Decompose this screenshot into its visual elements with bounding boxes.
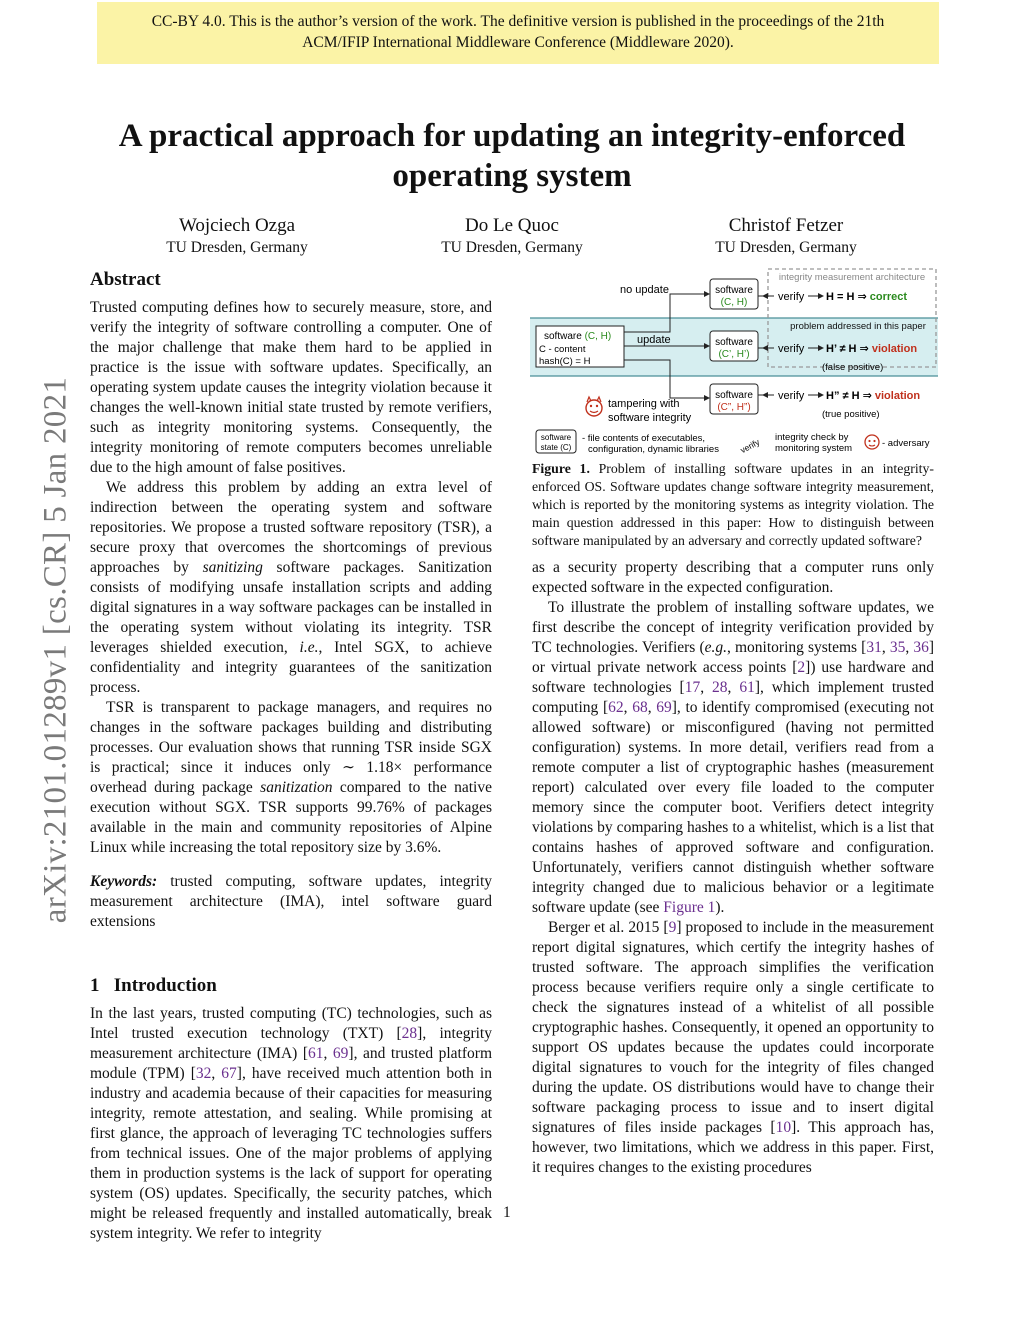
right-column: [532, 460, 934, 1178]
text: (C, H): [584, 331, 612, 342]
author-affiliation: TU Dresden, Germany: [441, 239, 583, 256]
figure-1-diagram: [530, 266, 944, 456]
citation-link[interactable]: 32: [195, 1065, 212, 1082]
legend-check-2: monitoring system: [775, 443, 853, 454]
text: ,: [881, 639, 890, 656]
adversary-icon: [586, 397, 602, 416]
emphasis: sanitizing: [202, 559, 263, 576]
citation-link[interactable]: 61: [308, 1045, 324, 1062]
intro-paragraph-1: [90, 1004, 492, 1244]
emphasis: e.g.: [704, 639, 727, 656]
title-line-2: operating system: [392, 158, 632, 194]
author-3: [636, 214, 936, 258]
author-1: [87, 214, 387, 258]
box2-top: software: [715, 337, 753, 348]
abstract-paragraph-2: [90, 478, 492, 698]
text: H’ ≠ H ⇒: [826, 343, 872, 355]
banner-line-1: CC-BY 4.0. This is the author’s version of the work. The definitive version is published in the proceedings of the 21th: [151, 13, 885, 30]
text: software packages. Sanitization consists of modifying unsafe installation scripts and adding digital signatures in a way software packages can be installed in the operating system without violating its integrity. TSR leverages shielded execution,: [90, 559, 492, 656]
text: ]) use hardware and software technologies [: [532, 659, 934, 696]
emphasis: i.e.: [299, 639, 319, 656]
title-line-1: A practical approach for updating an integrity-enforced: [118, 118, 906, 154]
state-line-3: hash(C) = H: [539, 356, 591, 367]
arrowhead: [818, 392, 824, 398]
citation-link[interactable]: 69: [656, 699, 672, 716]
verify-label: verify: [778, 343, 805, 355]
text: ,: [623, 699, 633, 716]
legend-state-2: state (C): [540, 443, 572, 452]
legend-state-1: software: [540, 433, 572, 442]
legend-files-2: configuration, dynamic libraries: [588, 444, 719, 455]
citation-link[interactable]: 17: [684, 679, 701, 696]
citation-link[interactable]: 2: [797, 659, 806, 676]
arrowhead: [762, 392, 768, 398]
citation-link[interactable]: 28: [401, 1025, 418, 1042]
right-paragraph-3: [532, 918, 934, 1178]
citation-link[interactable]: 10: [775, 1119, 792, 1136]
verify-label: verify: [778, 291, 805, 303]
text: ], which implement trusted computing [: [532, 679, 935, 716]
citation-link[interactable]: 9: [668, 919, 677, 936]
right-paragraph-1: as a security property describing that a computer runs only expected software in the expected configuration.: [532, 559, 934, 596]
keywords-label: Keywords:: [90, 873, 158, 890]
citation-link[interactable]: 31: [866, 639, 882, 656]
text: We address this problem by adding an extra level of indirection between the operating system and software repositories. We propose a trusted software repository (TSR), a secure proxy that overcomes the shortcomings of previous approaches by: [90, 479, 492, 576]
banner-line-2: ACM/IFIP International Middleware Conference (Middleware 2020).: [302, 34, 734, 51]
citation-link[interactable]: 28: [712, 679, 728, 696]
legend-verify: verify: [738, 436, 762, 456]
text: software: [544, 331, 585, 342]
citation-link[interactable]: 35: [889, 639, 906, 656]
license-banner: [97, 2, 939, 64]
caption-text: Problem of installing software updates in an integrity-enforced OS. Software updates change software integrity measurement, which is reported by the monitoring systems as integrity violation. The main question addressed in this paper: How to distinguish between software manipulated by an adversary and correctly updated software?: [532, 461, 934, 548]
text: ,: [323, 1045, 333, 1062]
text: Berger et al. 2015 [: [548, 919, 669, 936]
text: compared to the native execution without SGX. TSR supports 99.76% of packages available in the main and community repositories of Alpine Linux while increasing the total repository size by 3.6%.: [90, 779, 492, 856]
result-false-positive: [826, 343, 917, 355]
abstract-paragraph-3: [90, 698, 492, 858]
author-name: Wojciech Ozga: [178, 215, 296, 236]
false-positive-label: (false positive): [822, 362, 884, 373]
author-affiliation: TU Dresden, Germany: [166, 239, 308, 256]
abstract-heading: Abstract: [90, 269, 161, 290]
result-correct: [826, 291, 907, 303]
text: ,: [905, 639, 914, 656]
no-update-label: no update: [620, 284, 669, 296]
section-number: 1: [90, 975, 100, 996]
arrowhead: [818, 293, 824, 299]
author-affiliation: TU Dresden, Germany: [715, 239, 857, 256]
author-2: [362, 214, 662, 258]
keywords-text: trusted computing, software updates, integrity measurement architecture (IMA), intel software guard extensions: [90, 873, 492, 930]
author-name: Do Le Quoc: [465, 215, 559, 236]
true-positive-label: (true positive): [822, 409, 880, 420]
text: ], to identify compromised (executing not allowed software) or misconfigured (having not permitted configuration) systems. In more detail, verifiers read from a remote computer a list of cryptographic hashes (measurement report) calculated over every file loaded to the computer memory since the computer boot. Verifiers detect integrity violations by comparing hashes to a whitelist, which is a list that contains hashes of approved software and configuration. Unfortunately, verifiers cannot distinguish whether software integrity changed due to malicious behavior or a legitimate software update (see: [532, 699, 934, 916]
text: ,: [211, 1065, 222, 1082]
left-column: [90, 268, 492, 1244]
text: violation: [871, 343, 918, 355]
text: H = H ⇒: [826, 291, 870, 303]
paper-title: [60, 116, 964, 196]
text: ).: [715, 899, 725, 916]
legend-files-1: - file contents of executables,: [582, 433, 706, 444]
citation-link[interactable]: 36: [913, 639, 929, 656]
box1-bottom: (C, H): [720, 297, 748, 308]
box1-top: software: [715, 285, 753, 296]
ima-label: integrity measurement architecture: [778, 272, 926, 283]
author-name: Christof Fetzer: [728, 215, 844, 236]
legend-check-1: integrity check by: [775, 432, 849, 443]
citation-link[interactable]: 62: [608, 699, 624, 716]
text: , monitoring systems [: [727, 639, 867, 656]
text: H” ≠ H ⇒: [826, 390, 875, 402]
tampering-label-1: tampering with: [608, 398, 680, 410]
abstract-paragraph-1: Trusted computing defines how to securely measure, store, and verify the integrity of software controlling a computer. One of the major challenge that make them hard to be applied in practice is the issue with software updates. Specifically, an operating system update causes the integrity violation because it changes the well-known initial state trusted by remote verifiers, such as integrity monitoring systems. Consequently, the integrity monitoring of remote computers becomes unreliable due to the high amount of false positives.: [90, 299, 492, 476]
box3-bottom: (C”, H”): [717, 402, 751, 413]
text: , Intel SGX, to achieve confidentiality and integrity guarantees of the sanitization process.: [90, 639, 492, 696]
arxiv-stamp: arXiv:2101.01289v1 [cs.CR] 5 Jan 2021: [37, 376, 74, 924]
box2-bottom: (C’, H’): [718, 349, 750, 360]
section-title: Introduction: [113, 975, 217, 996]
text: In the last years, trusted computing (TC) technologies, such as Intel trusted execution technology (TXT) [: [90, 1005, 492, 1042]
legend-adversary-icon: [865, 435, 879, 449]
figure-1-caption: [532, 460, 934, 550]
text: ] or virtual private network access points [: [532, 639, 935, 676]
figure-link[interactable]: Figure 1: [663, 899, 716, 916]
keywords: [90, 872, 492, 932]
text: ], integrity measurement architecture (IMA) [: [90, 1025, 492, 1062]
intro-heading: [90, 974, 492, 998]
text: violation: [874, 390, 921, 402]
state-line-1: [544, 331, 611, 342]
text: ,: [727, 679, 740, 696]
update-label: update: [637, 334, 671, 346]
text: ], and trusted platform module (TPM) [: [90, 1045, 492, 1082]
text: correct: [869, 291, 908, 303]
citation-link[interactable]: 67: [221, 1065, 237, 1082]
problem-label: problem addressed in this paper: [790, 321, 926, 332]
text: TSR is transparent to package managers, and requires no changes in the software packages building and distributing processes. Our evaluation shows that running TSR inside SGX is practical; since it induces only ∼ 1.18× performance overhead during package: [90, 699, 492, 796]
arrowhead: [704, 395, 710, 401]
box3-top: software: [715, 390, 753, 401]
caption-label: Figure 1.: [532, 461, 590, 476]
tampering-label-2: software integrity: [608, 412, 692, 424]
legend-adversary: - adversary: [882, 438, 930, 449]
text: To illustrate the problem of installing software updates, we first describe the concept of integrity verification provided by TC technologies. Verifiers (: [532, 599, 934, 656]
arrowhead: [762, 293, 768, 299]
verify-label: verify: [778, 390, 805, 402]
page-number: 1: [503, 1204, 511, 1221]
citation-link[interactable]: 68: [632, 699, 648, 716]
text: ]. This approach has, however, two limitations, which we address in this paper. First, it requires changes to the existing procedures: [532, 1119, 934, 1176]
emphasis: sanitization: [260, 779, 333, 796]
text: ] proposed to include in the measurement report digital signatures, which certify the integrity hashes of trusted software. The approach simplifies the verification process because verifiers require only a single certificate to check the signatures instead of a whitelist of all possible cryptographic hashes. Consequently, it opened an opportunity to support OS updates because the updates could incorporate digital signatures to vouch for the integrity of files changed during the update. OS distributions would have to change their software packaging process to issue and to insert digital signatures of files inside packages [: [532, 919, 934, 1136]
state-line-2: C - content: [539, 344, 586, 355]
citation-link[interactable]: 69: [332, 1045, 349, 1062]
text: ,: [647, 699, 657, 716]
text: ,: [700, 679, 713, 696]
result-true-positive: [826, 390, 920, 402]
text: ], have received much attention both in industry and academia because of their capacities for measuring integrity, remote attestation, and sealing. While promising at first glance, the approach of leveraging TC technologies suffers from technical issues. One of the major problems of applying them in production systems is the lack of support for operating system (OS) updates. Specifically, the security patches, which might be released frequently and installed automatically, break system integrity. We refer to integrity: [90, 1065, 492, 1242]
citation-link[interactable]: 61: [739, 679, 755, 696]
right-paragraph-2: [532, 598, 934, 918]
arrowhead: [704, 291, 710, 297]
